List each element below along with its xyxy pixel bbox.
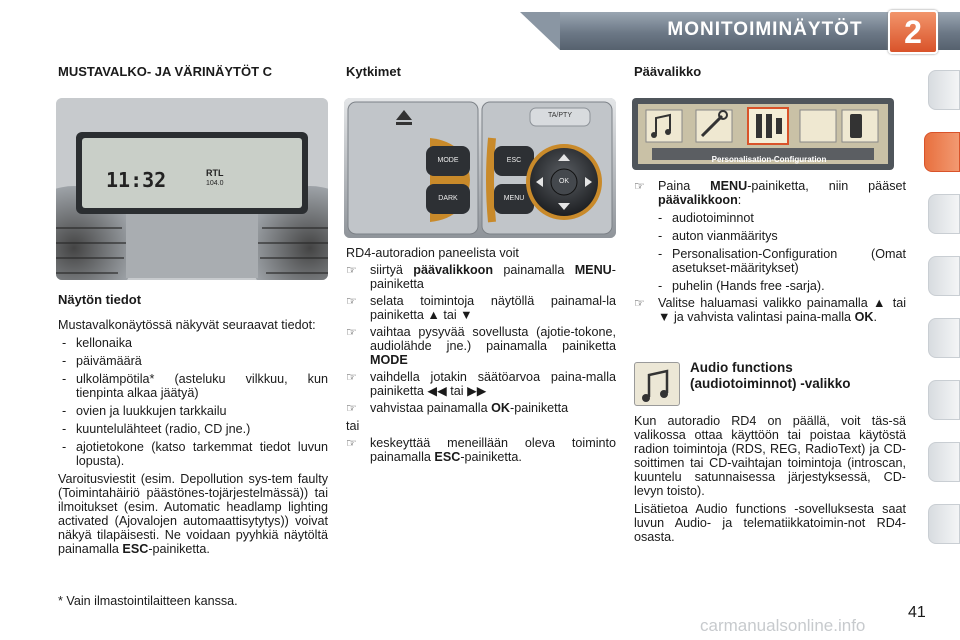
ok-button: OK — [558, 178, 570, 185]
ta-pty-button: TA/PTY — [548, 112, 572, 119]
radio-panel-photo — [344, 98, 616, 238]
finger-point-icon: ☞ — [346, 401, 357, 415]
list-item: - Personalisation-Configuration (Omat asetukset-määritykset) — [654, 247, 906, 275]
warning-paragraph: Varoitusviestit (esim. Depollution sys-tem faulty (Toimintahäiriö päästönes-tojärjestelmässä)) tai ilmoitukset (esim. Automatic headlamp lighting activated (Ajovalojen automaattisytytys)) voivat näkyä tilapäisesti. Ne voidaan pyyhkiä näytöltä painamalla ESC-painiketta. — [58, 472, 328, 556]
list-item: - kuuntelulähteet (radio, CD jne.) — [58, 422, 328, 436]
audio-paragraph-2: Lisätietoa Audio functions -sovelluksesta saat luvun Audio- ja telematiikkatoimin-not RD4-osasta. — [634, 502, 906, 544]
display-info-intro: Mustavalkonäytössä näkyvät seuraavat tiedot: — [58, 318, 316, 332]
music-note-icon — [635, 363, 680, 406]
list-item: - päivämäärä — [58, 354, 328, 368]
chapter-tabs — [928, 70, 960, 580]
audio-functions-icon — [634, 362, 680, 406]
chapter-tab-active[interactable] — [924, 132, 960, 172]
display-photo — [56, 98, 328, 280]
list-item: - auton vianmääritys — [654, 229, 906, 243]
list-item: - ajotietokone (katso tarkemmat tiedot luvun lopusta). — [58, 440, 328, 468]
menu-point: ☞ Valitse haluamasi valikko painamalla ▲ tai ▼ ja vahvista valintasi paina-malla OK. — [634, 296, 906, 324]
switch-point: ☞ vaihtaa pysyvää sovellusta (ajotie-tokone, audiolähde jne.) painamalla painiketta MODE — [346, 325, 616, 367]
switches-text — [346, 246, 616, 464]
section-heading-displays: MUSTAVALKO- JA VÄRINÄYTÖT C — [58, 64, 273, 79]
switch-point: ☞ vaihdella jotakin säätöarvoa paina-malla painiketta ◀◀ tai ▶▶ — [346, 370, 616, 398]
or-text: tai — [346, 419, 360, 433]
menu-button: MENU — [503, 195, 525, 202]
chapter-tab[interactable] — [928, 70, 960, 110]
display-info-text — [58, 318, 328, 556]
list-item: - ulkolämpötila* (asteluku vilkkuu, kun tienpinta alkaa jäätyä) — [58, 372, 328, 400]
watermark: carmanualsonline.info — [700, 616, 866, 635]
finger-point-icon: ☞ — [346, 325, 357, 339]
mode-button: MODE — [437, 157, 459, 164]
finger-point-icon: ☞ — [346, 370, 357, 384]
page-title: MONITOIMINÄYTÖT — [667, 19, 863, 40]
audio-functions-text — [634, 414, 906, 544]
esc-button: ESC — [506, 157, 522, 164]
chapter-tab[interactable] — [928, 442, 960, 482]
switches-intro: RD4-autoradion paneelista voit — [346, 246, 519, 260]
main-menu-text — [634, 176, 906, 324]
switch-point: ☞ vahvistaa painamalla OK-painiketta — [346, 401, 569, 415]
section-heading-switches: Kytkimet — [346, 64, 401, 79]
display-info-list — [58, 336, 328, 468]
chapter-tab[interactable] — [928, 194, 960, 234]
main-menu-photo — [632, 98, 894, 170]
chapter-tab[interactable] — [928, 318, 960, 358]
finger-point-icon: ☞ — [346, 294, 357, 308]
finger-point-icon: ☞ — [346, 263, 357, 277]
chapter-tab[interactable] — [928, 504, 960, 544]
display-station: RTL — [206, 168, 224, 178]
display-time: 11:32 — [106, 168, 167, 192]
finger-point-icon: ☞ — [346, 436, 357, 450]
switch-point: ☞ siirtyä päävalikkoon painamalla MENU-painiketta — [346, 263, 616, 291]
list-item: - ovien ja luukkujen tarkkailu — [58, 404, 328, 418]
chapter-tab[interactable] — [928, 380, 960, 420]
list-item: - puhelin (Hands free -sarja). — [654, 279, 906, 293]
chapter-tab[interactable] — [928, 256, 960, 296]
switch-point: ☞ keskeyttää meneillään oleva toiminto painamalla ESC-painiketta. — [346, 436, 616, 464]
dark-button: DARK — [438, 195, 458, 202]
audio-functions-title: Audio functions (audiotoiminnot) -valikko — [690, 360, 851, 391]
menu-bar-label: Personalisation-Configuration — [711, 155, 827, 164]
footnote: * Vain ilmastointilaitteen kanssa. — [58, 594, 238, 608]
dashboard-illustration — [56, 98, 328, 280]
display-frequency: 104.0 — [206, 180, 224, 187]
menu-point: ☞ Paina MENU-painiketta, niin pääset päävalikkoon: — [634, 179, 906, 207]
finger-point-icon: ☞ — [634, 179, 645, 193]
chapter-badge: 2 — [888, 10, 938, 54]
list-item: - kellonaika — [58, 336, 328, 350]
subheading-display-info: Näytön tiedot — [58, 292, 142, 307]
main-menu-list — [634, 211, 906, 293]
page-number: 41 — [908, 604, 926, 621]
finger-point-icon: ☞ — [634, 296, 645, 310]
section-heading-main-menu: Päävalikko — [634, 64, 702, 79]
list-item: - audiotoiminnot — [654, 211, 906, 225]
switch-point: ☞ selata toimintoja näytöllä painamal-la painiketta ▲ tai ▼ — [346, 294, 616, 322]
audio-paragraph-1: Kun autoradio RD4 on päällä, voit täs-sä valikossa ottaa käyttöön tai poistaa käytöstä radion toimintoja (RDS, REG, RadioText) ja CD-soittimen tai CD-vaihtajan toimintoja (introscan, kuuntelu satunnaisessa järjestyksessä, CD-levyn toisto). — [634, 414, 906, 498]
